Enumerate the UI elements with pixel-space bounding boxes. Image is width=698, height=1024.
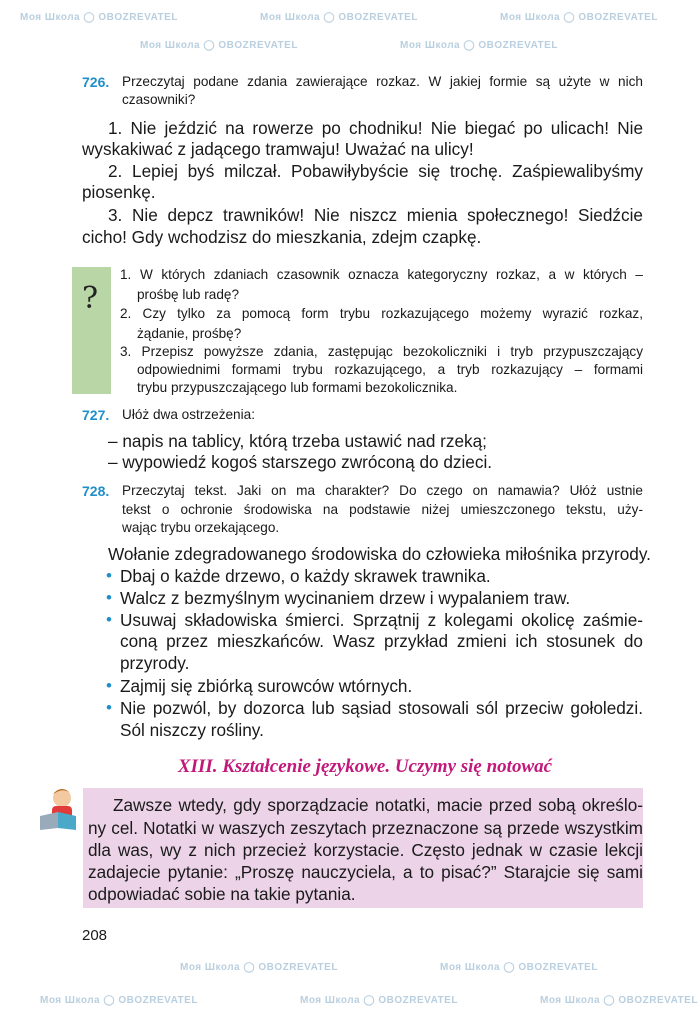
bullet-icon: • [106, 610, 112, 629]
text-line: wając trybu orzekającego. [122, 520, 280, 535]
text-line: Zajmij się zbiórką surowców wtórnych. [120, 676, 413, 696]
text-line: Nie pozwól, by dozorca lub sąsiad stosowali sól przeciw gołoledzi. [120, 698, 643, 718]
info-text-line: ny cel. Notatki w waszych zeszytach przeznaczone są przede wszystkim [88, 818, 643, 838]
text-line: Przeczytaj podane zdania zawierające rozkaz. W jakiej formie są użyte w nich [122, 74, 643, 89]
bullet-icon: • [106, 566, 112, 585]
question-mark-icon: ? [82, 281, 99, 316]
text-line: Sól niszczy rośliny. [120, 720, 264, 740]
child-reading-icon [36, 786, 82, 832]
watermark: Моя Школа ◯ OBOZREVATEL [400, 40, 558, 51]
bullet-icon: • [106, 676, 112, 695]
info-text-line: dla was, wy z nich przecież korzystacie. Często jednak w czasie lekcji [88, 840, 643, 860]
question-line: 1. W których zdaniach czasownik oznacza kategoryczny rozkaz, a w których – [120, 267, 643, 282]
watermark: Моя Школа ◯ OBOZREVATEL [40, 995, 198, 1006]
exercise-number-727: 727. [82, 407, 110, 423]
text-line: 1. Nie jeździć na rowerze po chodniku! Nie biegać po ulicach! Nie [108, 118, 643, 138]
exercise-number-728: 728. [82, 483, 110, 499]
question-line: 3. Przepisz powyższe zdania, zastępując bezokoliczniki i tryb przypuszczający [120, 344, 643, 359]
question-line: prośbę lub radę? [137, 287, 240, 302]
watermark: Моя Школа ◯ OBOZREVATEL [540, 995, 698, 1006]
text-line: przyrody. [120, 653, 190, 673]
text-line: Przeczytaj tekst. Jaki on ma charakter? Do czego on namawia? Ułóż ustnie [122, 483, 643, 498]
watermark: Моя Школа ◯ OBOZREVATEL [180, 962, 338, 973]
watermark: Моя Школа ◯ OBOZREVATEL [500, 12, 658, 23]
text-line: cicho! Gdy wchodzisz do mieszkania, zdejm czapkę. [82, 227, 482, 247]
text-line: coną przez mieszkańców. Wasz przykład zmieni ich stosunek do [120, 631, 643, 651]
text-line: Usuwaj składowiska śmierci. Sprzątnij z kolegami okolicę zaśmie- [120, 610, 643, 630]
text-line: 3. Nie depcz trawników! Nie niszcz mienia społecznego! Siedźcie [108, 205, 643, 225]
page-number: 208 [82, 927, 108, 944]
exercise-number-726: 726. [82, 74, 110, 90]
watermark: Моя Школа ◯ OBOZREVATEL [260, 12, 418, 23]
bullet-icon: • [106, 698, 112, 717]
text-line: Wołanie zdegradowanego środowiska do człowieka miłośnika przyrody. [108, 544, 651, 564]
watermark: Моя Школа ◯ OBOZREVATEL [440, 962, 598, 973]
info-text-line: odpowiadać sobie na takie pytania. [88, 884, 356, 904]
bullet-icon: • [106, 588, 112, 607]
section-heading: XIII. Kształcenie językowe. Uczymy się notować [177, 756, 553, 777]
question-line: 2. Czy tylko za pomocą form trybu rozkazującego możemy wyrazić rozkaz, [120, 306, 643, 321]
question-line: trybu przypuszczającego lub formami bezokolicznika. [137, 380, 458, 395]
watermark: Моя Школа ◯ OBOZREVATEL [140, 40, 298, 51]
text-line: czasowniki? [122, 92, 196, 107]
text-line: – wypowiedź kogoś starszego zwróconą do dzieci. [108, 452, 493, 472]
text-line: wyskakiwać z jadącego tramwaju! Uważać na ulicy! [82, 139, 474, 159]
watermark: Моя Школа ◯ OBOZREVATEL [20, 12, 178, 23]
text-line: – napis na tablicy, którą trzeba ustawić nad rzeką; [108, 431, 487, 451]
text-line: tekst o ochronie środowiska na podstawie niżej umieszczonego tekstu, uży- [122, 502, 643, 517]
text-line: 2. Lepiej byś milczał. Pobawiłybyście się trochę. Zaśpiewalibyśmy [108, 161, 643, 181]
question-line: odpowiednimi formami trybu rozkazującego, a tryb rozkazujący – formami [137, 362, 643, 377]
text-line: Walcz z bezmyślnym wycinaniem drzew i wypalaniem traw. [120, 588, 571, 608]
question-box [72, 267, 111, 394]
text-line: Dbaj o każde drzewo, o każdy skrawek trawnika. [120, 566, 491, 586]
info-text-line: zadajecie pytanie: „Proszę nauczyciela, a to pisać?” Starajcie się sami [88, 862, 643, 882]
text-line: Ułóż dwa ostrzeżenia: [122, 407, 255, 422]
watermark: Моя Школа ◯ OBOZREVATEL [300, 995, 458, 1006]
question-line: żądanie, prośbę? [137, 326, 242, 341]
text-line: piosenkę. [82, 182, 156, 202]
info-text-line: Zawsze wtedy, gdy sporządzacie notatki, macie przed sobą określo- [113, 795, 643, 815]
